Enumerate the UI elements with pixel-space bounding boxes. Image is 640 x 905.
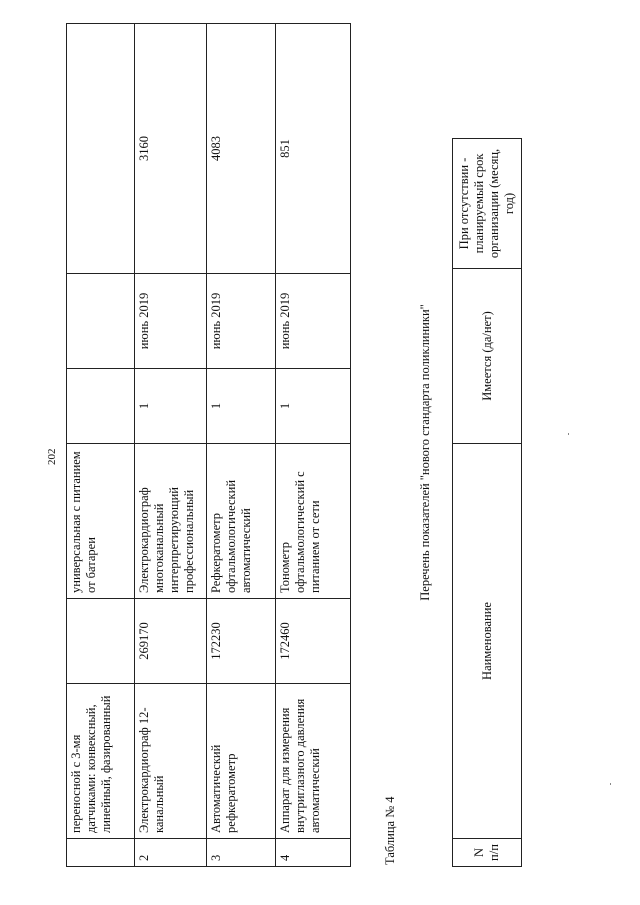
table-heading: Перечень показателей "нового стандарта поликлиники"	[418, 304, 432, 601]
equipment-qty: 1	[135, 369, 207, 444]
indicators-table	[452, 138, 522, 867]
row-number: 4	[276, 839, 351, 867]
row-number	[67, 839, 135, 867]
equipment-price: 3160	[135, 24, 207, 274]
table-row	[135, 24, 207, 867]
header-available: Имеется (да/нет)	[453, 269, 522, 444]
equipment-price: 4083	[207, 24, 276, 274]
equipment-code: 269170	[135, 599, 207, 684]
equipment-type: универсальная с питанием от батареи	[67, 444, 135, 599]
equipment-date: июнь 2019	[135, 274, 207, 369]
header-n: N п/п	[453, 839, 522, 867]
equipment-name: Аппарат для измерения внутриглазного давления автоматический	[276, 684, 351, 839]
equipment-date: июнь 2019	[207, 274, 276, 369]
equipment-code: 172460	[276, 599, 351, 684]
equipment-price: 851	[276, 24, 351, 274]
equipment-name: Автоматический рефкератометр	[207, 684, 276, 839]
scan-speck	[568, 433, 569, 435]
equipment-price	[67, 24, 135, 274]
table-row	[67, 24, 135, 867]
equipment-type: Электрокардиограф многоканальный интерпретирующий профессиональный	[135, 444, 207, 599]
equipment-date	[67, 274, 135, 369]
header-name: Наименование	[453, 444, 522, 839]
table-header-row	[453, 139, 522, 867]
row-number: 3	[207, 839, 276, 867]
equipment-qty: 1	[276, 369, 351, 444]
equipment-name: Электрокардиограф 12-канальный	[135, 684, 207, 839]
row-number: 2	[135, 839, 207, 867]
equipment-type: Тонометр офтальмологический с питанием от сети	[276, 444, 351, 599]
equipment-code	[67, 599, 135, 684]
scan-speck	[610, 783, 611, 785]
equipment-date: июнь 2019	[276, 274, 351, 369]
equipment-code: 172230	[207, 599, 276, 684]
equipment-name: переносной с 3-мя датчиками: конвексный, линейный, фазированный	[67, 684, 135, 839]
page-number: 202	[46, 448, 58, 465]
table-caption: Таблица № 4	[383, 796, 397, 865]
table-row	[207, 24, 276, 867]
equipment-type: Рефкератометр офтальмологический автоматический	[207, 444, 276, 599]
header-deadline: При отсутствии - планируемый срок организации (месяц, год)	[453, 139, 522, 269]
equipment-qty	[67, 369, 135, 444]
equipment-table	[66, 23, 351, 867]
equipment-qty: 1	[207, 369, 276, 444]
table-row	[276, 24, 351, 867]
